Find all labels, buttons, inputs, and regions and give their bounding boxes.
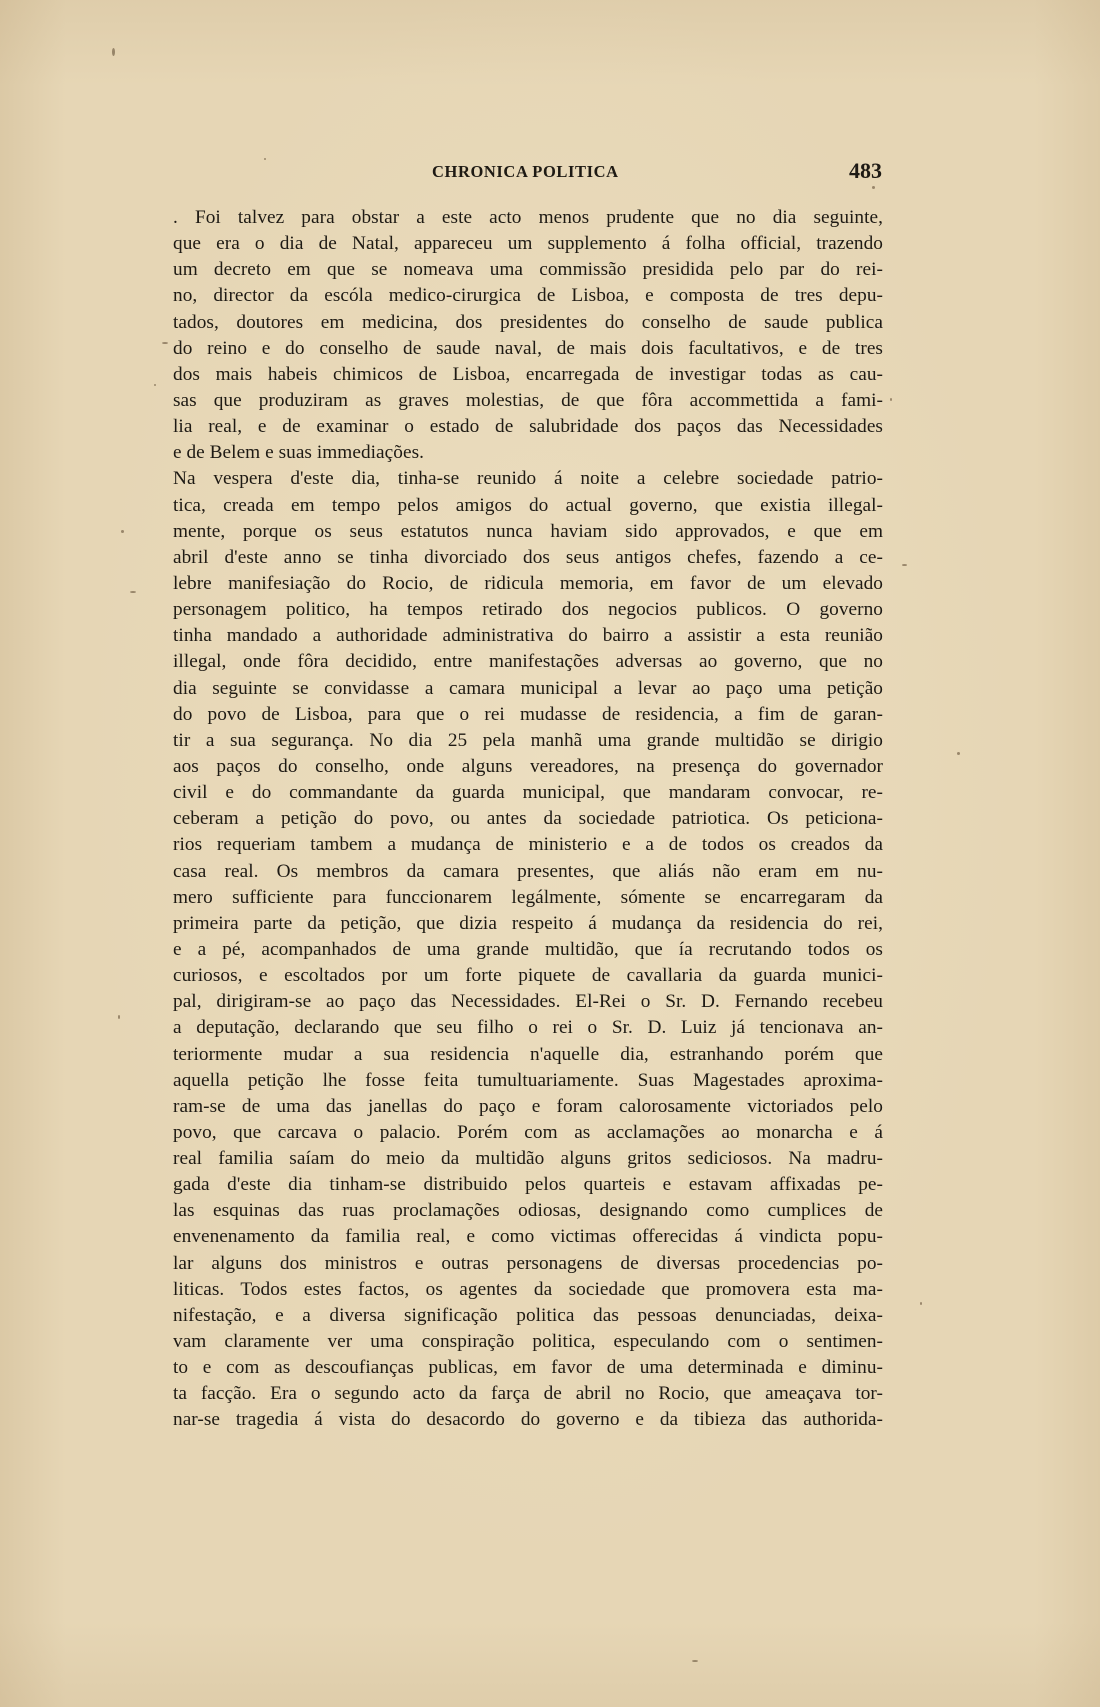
- text-line: teriormente mudar a sua residencia n'aquelle dia, estranhando porém que: [173, 1043, 883, 1065]
- running-title: CHRONICA POLITICA: [432, 162, 619, 181]
- ink-speck: [154, 384, 156, 386]
- text-line: lebre manifesiação do Rocio, de ridicula memoria, em favor de um elevado: [173, 572, 883, 594]
- text-line: rios requeriam tambem a mudança de ministerio e a de todos os creados da: [173, 834, 883, 856]
- text-line: civil e do commandante da guarda municipal, que mandaram convocar, re-: [173, 782, 883, 804]
- text-line: aquella petição lhe fosse feita tumultuariamente. Suas Magestades aproxima-: [173, 1069, 883, 1091]
- text-line: ceberam a petição do povo, ou antes da sociedade patriotica. Os peticiona-: [173, 808, 883, 830]
- text-line: curiosos, e escoltados por um forte piquete de cavallaria da guarda munici-: [173, 965, 883, 987]
- text-line: tinha mandado a authoridade administrativa do bairro a assistir a esta reunião: [173, 625, 883, 647]
- ink-speck: [130, 591, 136, 593]
- text-line: vam claramente ver uma conspiração politica, especulando com o sentimen-: [173, 1331, 883, 1353]
- text-line: personagem politico, ha tempos retirado dos negocios publicos. O governo: [173, 599, 883, 621]
- text-line: lar alguns dos ministros e outras personagens de diversas procedencias po-: [173, 1252, 883, 1274]
- text-line: mente, porque os seus estatutos nunca haviam sido approvados, e que em: [173, 520, 883, 542]
- text-line: tados, doutores em medicina, dos presidentes do conselho de saude publica: [173, 311, 883, 333]
- ink-speck: [920, 1302, 922, 1305]
- text-line: real familia saíam do meio da multidão alguns gritos sediciosos. Na madru-: [173, 1148, 883, 1170]
- text-line: mero sufficiente para funccionarem legálmente, sómente se encarregaram da: [173, 886, 883, 908]
- text-line: . Foi talvez para obstar a este acto menos prudente que no dia seguinte,: [173, 207, 883, 228]
- ink-speck: [902, 564, 907, 566]
- text-line: sas que produziram as graves molestias, de que fôra accommettida a fami-: [173, 389, 883, 411]
- text-line: casa real. Os membros da camara presentes, que aliás não eram em nu-: [173, 860, 883, 882]
- text-line: dia seguinte se convidasse a camara municipal a levar ao paço uma petição: [173, 677, 883, 699]
- ink-speck: [957, 752, 960, 755]
- text-line: tica, creada em tempo pelos amigos do actual governo, que existia illegal-: [173, 494, 883, 516]
- text-line: povo, que carcava o palacio. Porém com as acclamações ao monarcha e á: [173, 1121, 883, 1143]
- text-line: ram-se de uma das janellas do paço e foram calorosamente victoriados pelo: [173, 1095, 883, 1117]
- text-line: dos mais habeis chimicos de Lisboa, encarregada de investigar todas as cau-: [173, 363, 883, 385]
- text-line: gada d'este dia tinham-se distribuido pelos quarteis e estavam affixadas pe-: [173, 1174, 883, 1196]
- text-line: Na vespera d'este dia, tinha-se reunido á noite a celebre sociedade patrio-: [173, 468, 883, 490]
- text-line: um decreto em que se nomeava uma commissão presidida pelo par do rei-: [173, 259, 883, 281]
- page-number: 483: [849, 158, 882, 183]
- text-line: e de Belem e suas immediações.: [173, 442, 424, 464]
- ink-speck: [112, 48, 115, 56]
- text-line: to e com as descoufianças publicas, em favor de uma determinada e diminu-: [173, 1357, 883, 1379]
- text-line: pal, dirigiram-se ao paço das Necessidades. El-Rei o Sr. D. Fernando recebeu: [173, 991, 883, 1013]
- text-line: nar-se tragedia á vista do desacordo do governo e da tibieza das authorida-: [173, 1409, 883, 1431]
- text-line: nifestação, e a diversa significação politica das pessoas denunciadas, deixa-: [173, 1304, 883, 1326]
- page-header: [170, 160, 882, 190]
- text-line: envenenamento da familia real, e como victimas offerecidas á vindicta popu-: [173, 1226, 883, 1248]
- text-line: primeira parte da petição, que dizia respeito á mudança da residencia do rei,: [173, 912, 883, 934]
- text-line: a deputação, declarando que seu filho o rei o Sr. D. Luiz já tencionava an-: [173, 1017, 883, 1039]
- text-line: que era o dia de Natal, appareceu um supplemento á folha official, trazendo: [173, 233, 883, 255]
- ink-speck: [692, 1660, 698, 1662]
- text-line: ta facção. Era o segundo acto da farça de abril no Rocio, que ameaçava tor-: [173, 1383, 883, 1405]
- body-text: [173, 205, 883, 1434]
- ink-speck: [118, 1015, 120, 1019]
- text-line: no, director da escóla medico-cirurgica de Lisboa, e composta de tres depu-: [173, 285, 883, 307]
- ink-speck: [121, 530, 124, 533]
- text-line: las esquinas das ruas proclamações odiosas, designando como cumplices de: [173, 1200, 883, 1222]
- ink-speck: [890, 398, 892, 401]
- text-line: abril d'este anno se tinha divorciado dos seus antigos chefes, fazendo a ce-: [173, 546, 883, 568]
- text-line: do povo de Lisboa, para que o rei mudasse de residencia, a fim de garan-: [173, 703, 883, 725]
- text-line: lia real, e de examinar o estado de salubridade dos paços das Necessidades: [173, 416, 883, 438]
- text-line: do reino e do conselho de saude naval, de mais dois facultativos, e de tres: [173, 337, 883, 359]
- text-line: e a pé, acompanhados de uma grande multidão, que ía recrutando todos os: [173, 938, 883, 960]
- text-line: illegal, onde fôra decidido, entre manifestações adversas ao governo, que no: [173, 651, 883, 673]
- ink-speck: [162, 342, 168, 344]
- text-line: aos paços do conselho, onde alguns vereadores, na presença do governador: [173, 755, 883, 777]
- text-line: liticas. Todos estes factos, os agentes da sociedade que promovera esta ma-: [173, 1278, 883, 1300]
- text-line: tir a sua segurança. No dia 25 pela manhã uma grande multidão se dirigio: [173, 729, 883, 751]
